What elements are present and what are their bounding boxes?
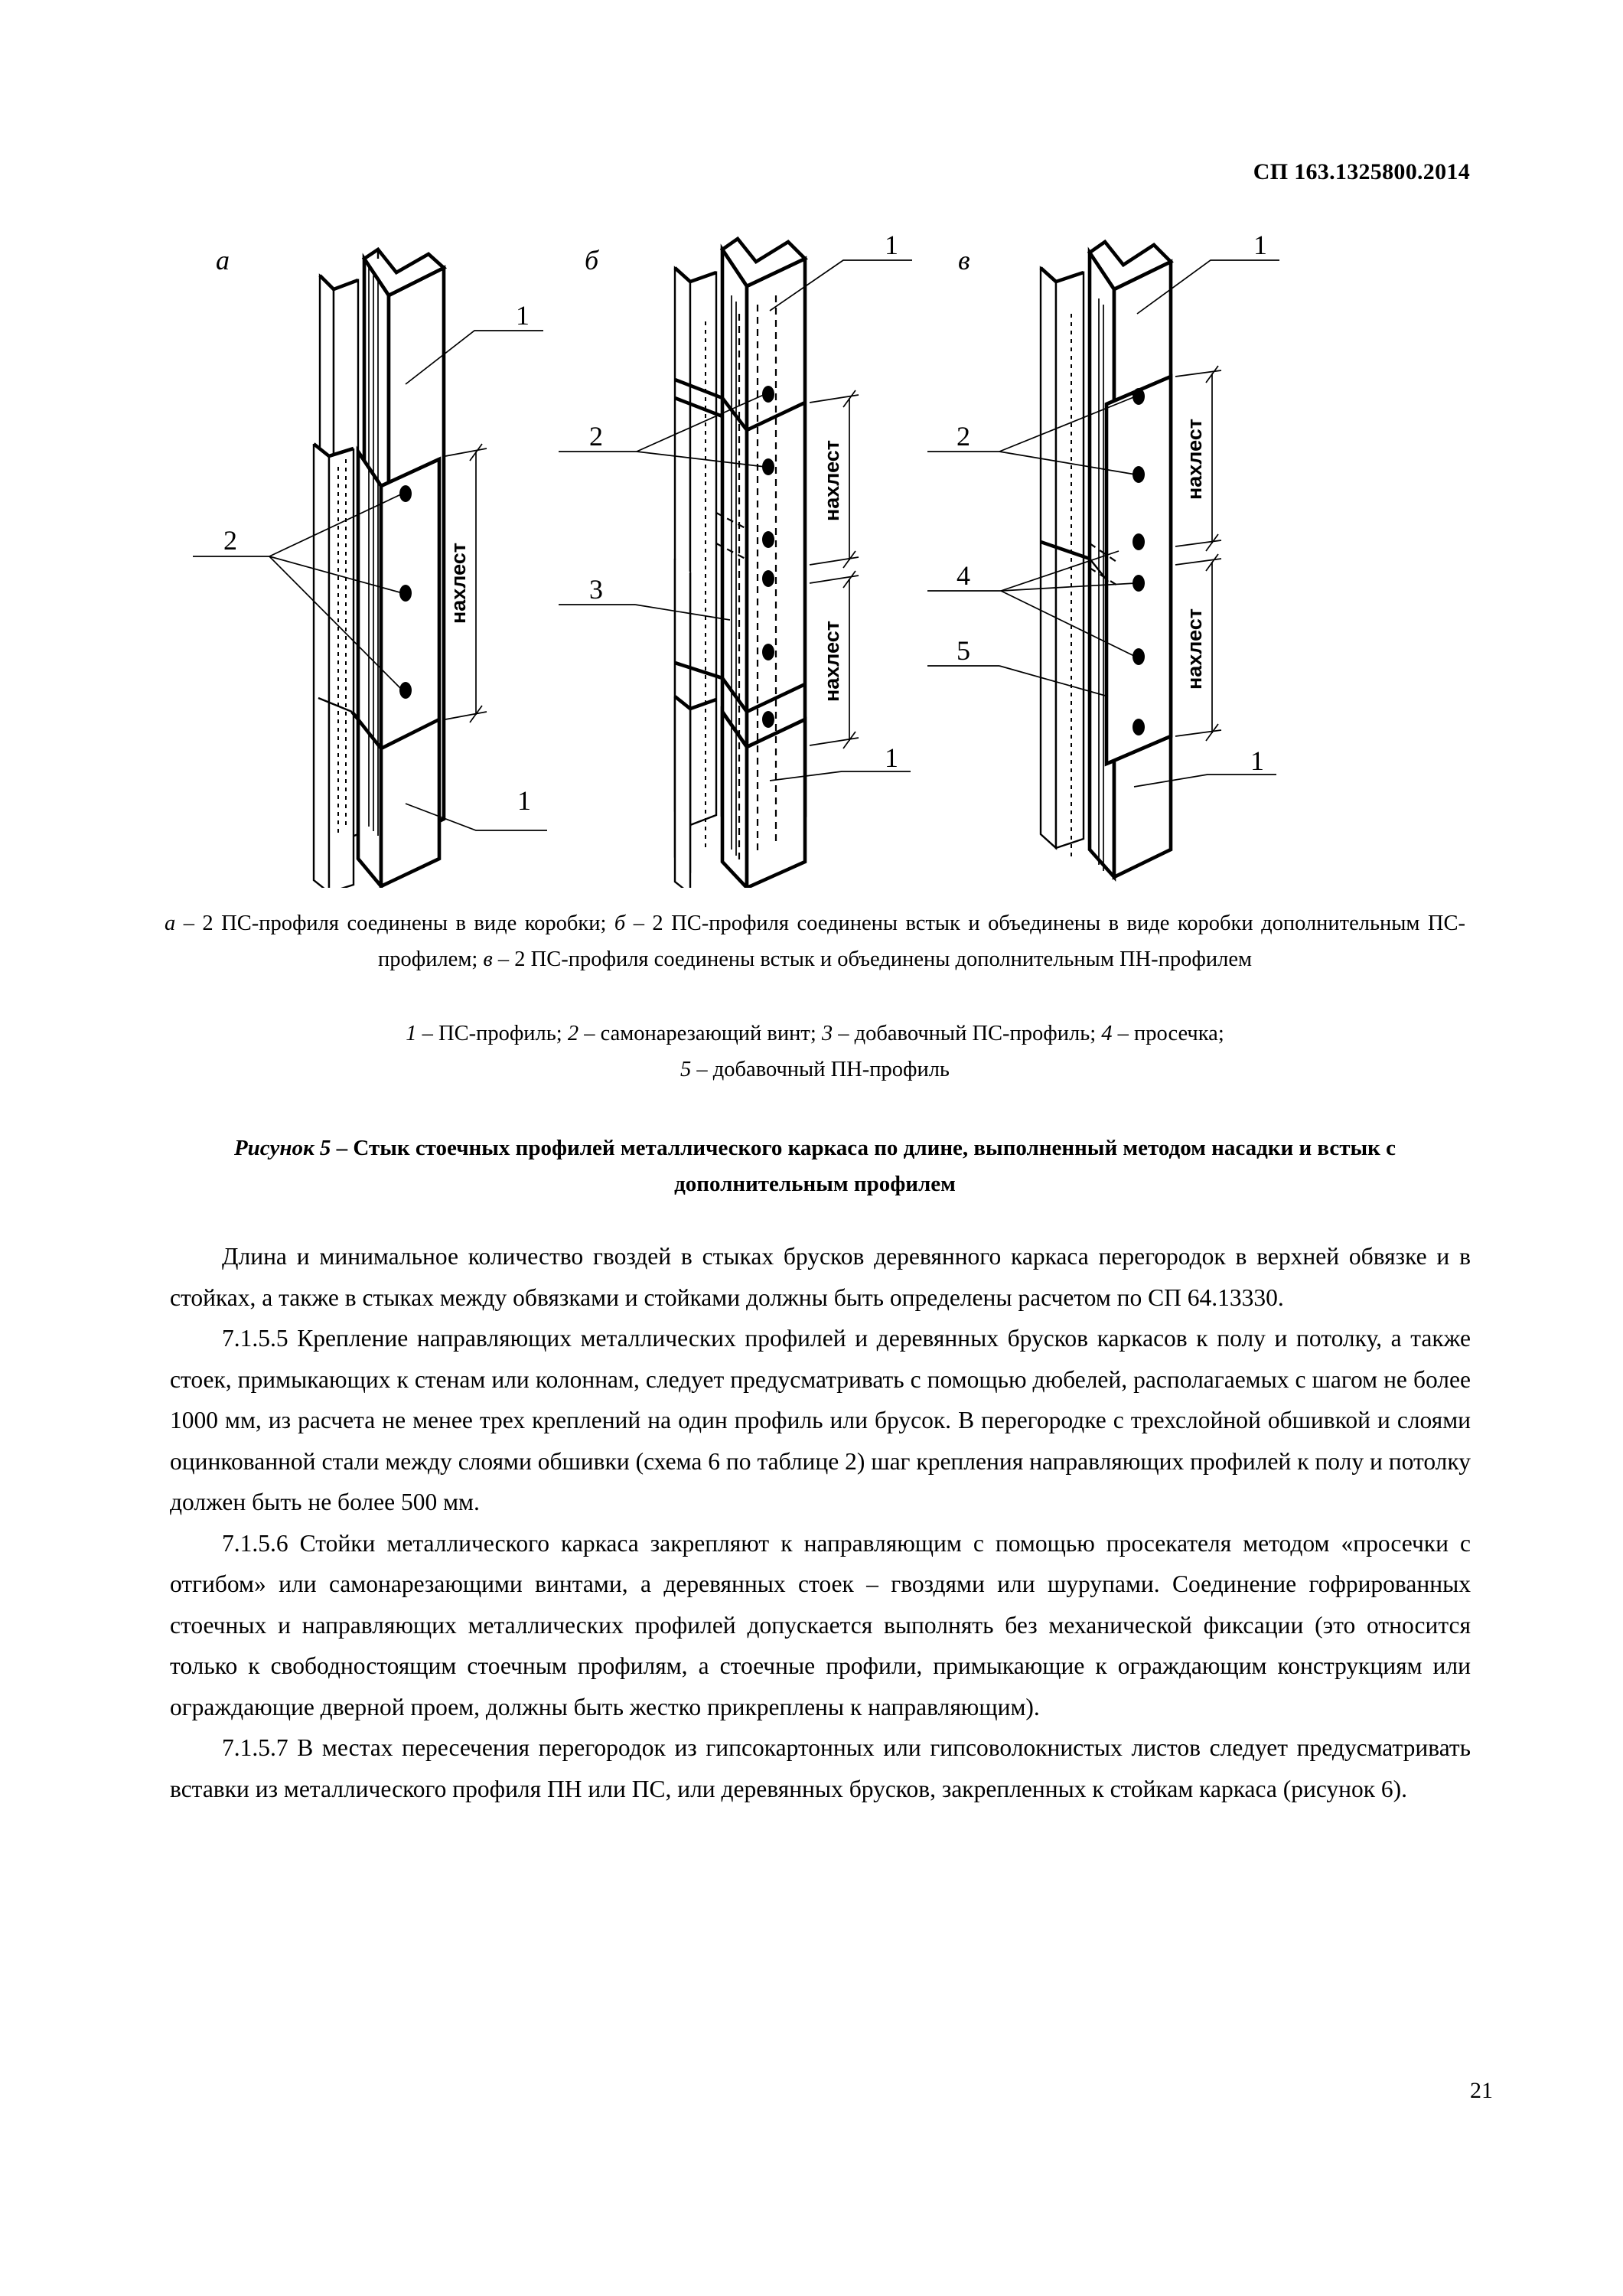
panel-v-group <box>927 230 1279 877</box>
legend-num-3: 3 <box>821 1022 833 1045</box>
paragraph-7-1-5-5: 7.1.5.5 Крепление направляющих металлических профилей и деревянных брусков каркасов к полу и потолку, а также стоек, примыкающих к стенам или колоннам, следует предусматривать с помощью дюбелей, располагаемых с шагом не более 1000 мм, из расчета не менее трех креплений на один профиль или брусок. В перегородке с трехслойной обшивкой и слоями оцинкованной стали между слоями обшивки (схема 6 по таблице 2) шаг крепления направляющих профилей к полу и потолку должен быть не более 500 мм. <box>170 1325 1471 1515</box>
figure-legend <box>165 1016 1465 1088</box>
panel-a-callout-1-upper: 1 <box>516 300 530 331</box>
paragraph-7-1-5-7: 7.1.5.7 В местах пересечения перегородок из гипсокартонных или гипсоволокнистых листов следует предусматривать вставки из металлического профиля ПН или ПС, или деревянных брусков, закрепленных к стойкам каркаса (рисунок 6). <box>170 1734 1471 1802</box>
legend-text-3: – добавочный ПС-профиль; <box>833 1022 1102 1045</box>
figure-caption <box>165 905 1465 977</box>
caption-marker-b: б <box>614 912 626 935</box>
figure-title-prefix: Рисунок 5 <box>233 1136 331 1160</box>
panel-b-screw-4 <box>762 570 774 587</box>
caption-text-a: – 2 ПС-профиля соединены в виде коробки; <box>175 912 614 935</box>
page-number: 21 <box>1470 2078 1493 2103</box>
caption-text-b: – 2 ПС-профиля соединены встык и объединены в виде коробки дополнительным ПС-профилем; <box>377 912 1465 971</box>
panel-b-screw-6 <box>762 711 774 728</box>
panel-v-pn-plate <box>1106 377 1171 764</box>
panel-v-callout-1-lower: 1 <box>1250 745 1264 776</box>
panel-b-overlap1-ext-bottom <box>810 557 859 565</box>
legend-num-5: 5 <box>680 1058 692 1081</box>
panel-v-callout-1-upper: 1 <box>1253 230 1267 260</box>
panel-v-overlap-label-1: нахлест <box>1183 418 1206 501</box>
legend-num-4: 4 <box>1101 1022 1113 1045</box>
legend-text-1: – ПС-профиль; <box>416 1022 568 1045</box>
panel-a-overlap-ext-bottom <box>445 712 487 719</box>
panel-b-group <box>559 230 912 888</box>
paragraph-intro: Длина и минимальное количество гвоздей в стыках брусков деревянного каркаса перегородок в верхней обвязке и в стойках, а также в стыках между обвязками и стойками должны быть определены расчетом по СП 64.13330. <box>170 1243 1471 1311</box>
caption-text-v: – 2 ПС-профиля соединены встык и объединены дополнительным ПН-профилем <box>492 947 1253 971</box>
figure-5-svg <box>176 222 1446 888</box>
panel-v-rear-left-flange <box>1041 268 1056 848</box>
panel-b-label: б <box>585 245 599 276</box>
panel-v-callout-4: 4 <box>957 560 970 591</box>
panel-b-callout-2: 2 <box>589 421 603 452</box>
panel-a-lower-web <box>329 448 354 888</box>
panel-v-overlap1-ext-bottom <box>1175 540 1221 546</box>
panel-a-group <box>193 245 547 888</box>
panel-b-screw-3 <box>762 531 774 548</box>
panel-v-callout-2: 2 <box>957 421 970 452</box>
body-text-block <box>170 1236 1471 1809</box>
panel-a-overlap-ext-top <box>445 448 487 456</box>
panel-b-overlap-label-2: нахлест <box>820 620 843 703</box>
panel-a-lower-left-flange <box>314 444 329 888</box>
panel-b-overlap-label-1: нахлест <box>820 439 843 522</box>
panel-v-screw-3 <box>1133 533 1145 550</box>
paragraph-7-1-5-6: 7.1.5.6 Стойки металлического каркаса закрепляют к направляющим с помощью просекателя методом «просечки с отгибом» или самонарезающими винтами, а деревянных стоек – гвоздями или шурупами. Соединение гофрированных стоечных и направляющих металлических профилей допускается выполнять без механической фиксации (это относится только к свободностоящим стоечным профилям, а стоечные профили, примыкающие к ограждающим конструкциям или ограждающие дверной проем, должны быть жестко прикреплены к направляющим). <box>170 1529 1471 1720</box>
caption-marker-v: в <box>483 947 493 971</box>
figure-title <box>165 1130 1465 1202</box>
caption-marker-a: а <box>165 912 176 935</box>
panel-v-callout-5: 5 <box>957 635 970 666</box>
panel-v-overlap2-ext-bottom <box>1175 730 1221 736</box>
panel-a-lower-front-face <box>381 459 439 886</box>
figure-5-drawing <box>176 222 1446 888</box>
panel-b-callout-1-upper: 1 <box>885 230 898 260</box>
document-code-header: СП 163.1325800.2014 <box>1253 159 1470 184</box>
panel-b-lower-rear-flange <box>675 696 690 888</box>
panel-v-screw-6 <box>1133 719 1145 735</box>
panel-v-label: в <box>958 245 970 276</box>
panel-b-screw-5 <box>762 644 774 660</box>
figure-title-text: – Стык стоечных профилей металлического каркаса по длине, выполненный методом насадки и встык с дополнительным профилем <box>331 1136 1396 1196</box>
panel-a-callout-2: 2 <box>223 525 237 556</box>
legend-text-4: – просечка; <box>1112 1022 1224 1045</box>
panel-v-rear-web <box>1056 272 1084 848</box>
panel-v-overlap-label-2: нахлест <box>1183 608 1206 690</box>
panel-b-callout-1-lower: 1 <box>885 742 898 773</box>
legend-num-1: 1 <box>406 1022 417 1045</box>
panel-a-screw-3 <box>399 682 412 699</box>
panel-a-overlap-label: нахлест <box>447 542 470 625</box>
panel-a-label: а <box>216 245 230 276</box>
panel-a-callout-1-lower: 1 <box>517 785 531 816</box>
panel-b-overlap2-ext-bottom <box>810 738 859 745</box>
panel-b-rear-web <box>690 272 716 825</box>
legend-num-2: 2 <box>567 1022 579 1045</box>
panel-b-callout-3: 3 <box>589 574 603 605</box>
legend-text-5: – добавочный ПН-профиль <box>691 1058 950 1081</box>
legend-text-2: – самонарезающий винт; <box>578 1022 822 1045</box>
